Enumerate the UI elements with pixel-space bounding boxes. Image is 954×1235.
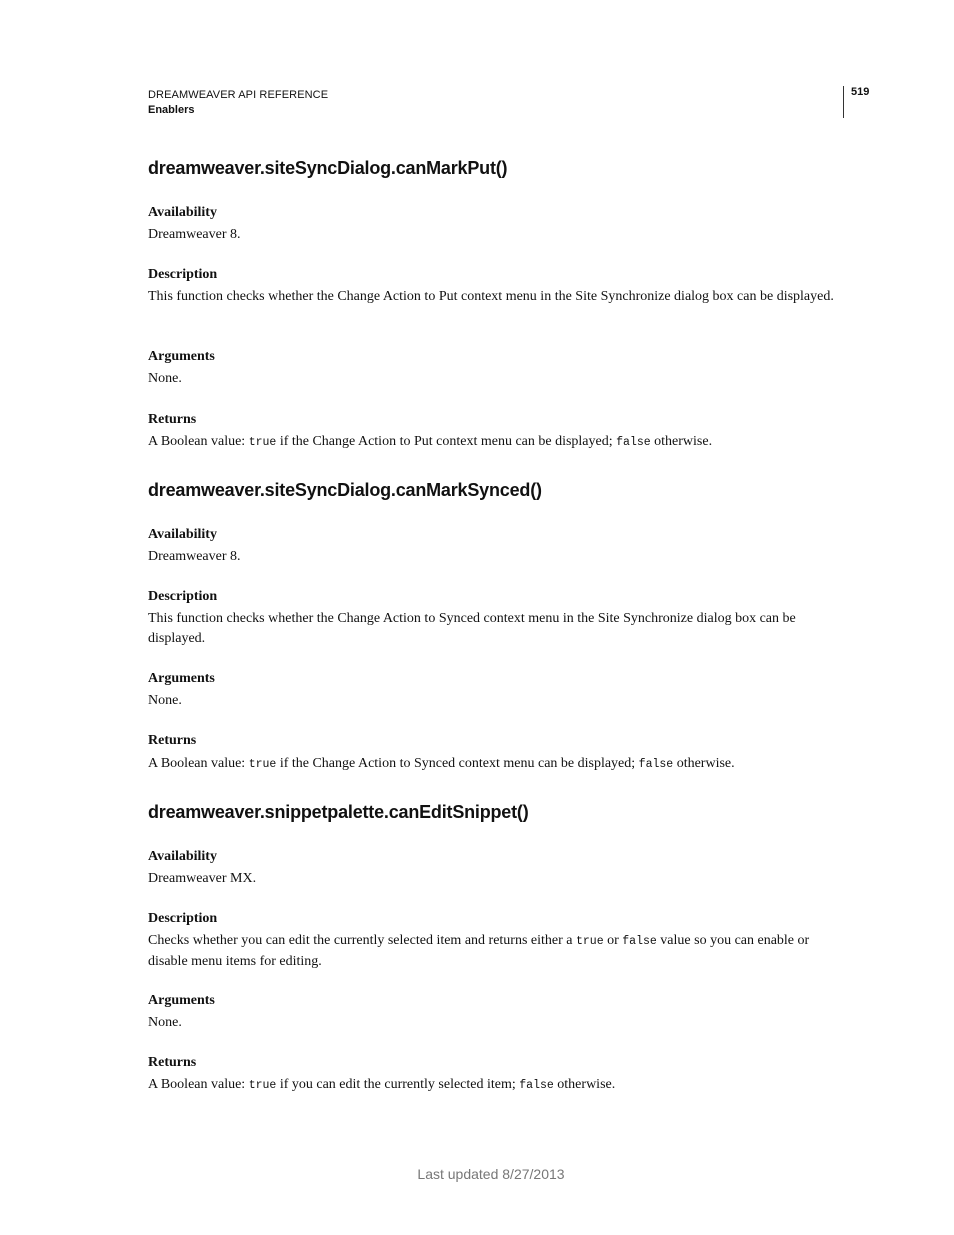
availability-text: Dreamweaver 8. xyxy=(148,549,241,564)
returns-prefix: A Boolean value: xyxy=(148,434,249,449)
arguments-label: Arguments xyxy=(148,671,215,686)
availability-text: Dreamweaver MX. xyxy=(148,871,257,886)
returns-middle: if the Change Action to Put context menu can be displayed; xyxy=(276,434,617,449)
returns-label: Returns xyxy=(148,1055,197,1070)
code-true: true xyxy=(248,1079,277,1092)
page-number-rule xyxy=(843,86,844,118)
availability-label: Availability xyxy=(148,205,217,220)
book-title: DREAMWEAVER API REFERENCE xyxy=(148,89,329,101)
returns-text xyxy=(148,1075,838,1096)
section-title: dreamweaver.siteSyncDialog.canMarkSynced() xyxy=(148,480,542,500)
description-prefix: Checks whether you can edit the currently selected item and returns either a xyxy=(148,933,576,948)
section-title: dreamweaver.snippetpalette.canEditSnippet() xyxy=(148,802,529,822)
page-number: 519 xyxy=(851,86,870,98)
code-false: false xyxy=(638,758,674,771)
description-text xyxy=(148,931,838,972)
returns-prefix: A Boolean value: xyxy=(148,1077,249,1092)
availability-label: Availability xyxy=(148,527,217,542)
returns-prefix: A Boolean value: xyxy=(148,756,249,771)
code-true: true xyxy=(248,758,277,771)
description-label: Description xyxy=(148,589,218,604)
footer-last-updated: Last updated 8/27/2013 xyxy=(417,1166,565,1182)
availability-label: Availability xyxy=(148,849,217,864)
section-title: dreamweaver.siteSyncDialog.canMarkPut() xyxy=(148,158,508,178)
arguments-text: None. xyxy=(148,693,182,708)
description-middle: or xyxy=(603,933,623,948)
description-suffix: value so you can enable or disable menu items for editing. xyxy=(148,933,810,969)
description-text: This function checks whether the Change Action to Synced context menu in the Site Synchronize dialog box can be displayed. xyxy=(148,611,796,646)
returns-text xyxy=(148,754,838,775)
returns-text xyxy=(148,432,838,453)
returns-suffix: otherwise. xyxy=(650,434,713,449)
returns-suffix: otherwise. xyxy=(673,756,735,771)
arguments-text: None. xyxy=(148,1015,182,1030)
returns-label: Returns xyxy=(148,733,197,748)
availability-text: Dreamweaver 8. xyxy=(148,227,241,242)
returns-middle: if you can edit the currently selected item; xyxy=(276,1077,520,1092)
code-false: false xyxy=(519,1079,554,1092)
description-label: Description xyxy=(148,911,218,926)
code-false: false xyxy=(622,935,657,948)
chapter-title: Enablers xyxy=(148,104,195,116)
running-header xyxy=(148,88,328,118)
arguments-label: Arguments xyxy=(148,993,215,1008)
returns-label: Returns xyxy=(148,412,197,427)
description-label: Description xyxy=(148,267,218,282)
code-false: false xyxy=(616,436,651,449)
description-text: This function checks whether the Change Action to Put context menu in the Site Synchronize dialog box can be displayed. xyxy=(148,289,834,304)
code-true: true xyxy=(576,935,604,948)
arguments-label: Arguments xyxy=(148,349,215,364)
code-true: true xyxy=(248,436,277,449)
arguments-text: None. xyxy=(148,371,182,386)
returns-suffix: otherwise. xyxy=(553,1077,616,1092)
returns-middle: if the Change Action to Synced context menu can be displayed; xyxy=(276,756,639,771)
